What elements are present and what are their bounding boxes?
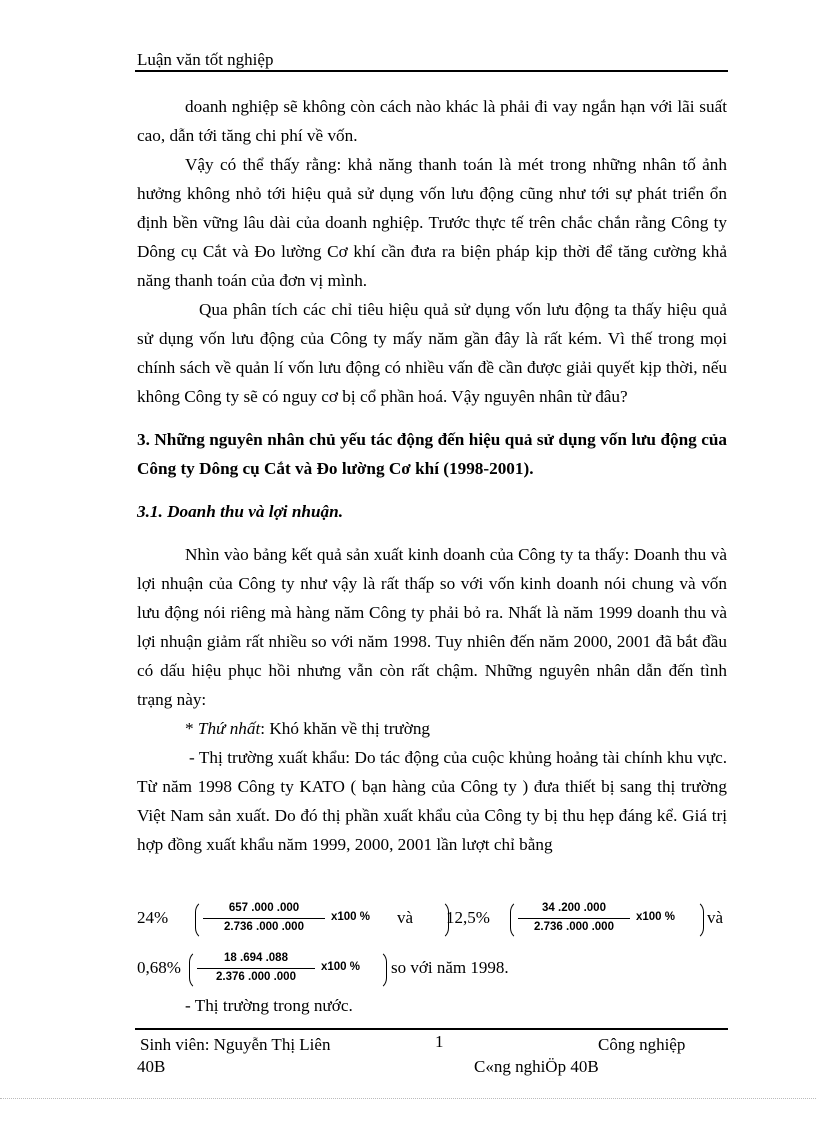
formula-1-numerator: 657 .000 .000 [228,902,300,914]
bullet-prefix: * [185,719,198,738]
formula-3-denominator: 2.376 .000 .000 [216,971,296,983]
formula-row-2 [137,952,737,996]
paragraph-4: Nhìn vào bảng kết quả sản xuất kinh doanh của Công ty ta thấy: Doanh thu và lợi nhuận của Công ty như vậy là rất thấp so với vốn kinh doanh nói chung và vốn lưu động nói riêng mà hàng năm Công ty phải bỏ ra. Nhất là năm 1999 doanh thu và lợi nhuận giảm rất nhiều so với năm 1998. Tuy nhiên đến năm 2000, 2001 đã bắt đầu có dấu hiệu phục hồi nhưng vẫn còn rất chậm. Những nguyên nhân dẫn đến tình trạng này: [137,545,727,709]
paragraph-5 [137,714,727,743]
formula-2-fraction [518,900,698,940]
formula-1-connector: và [397,908,414,927]
formula-1-percent: 24% [137,908,169,927]
formula-3-connector: so với năm 1998. [391,958,509,977]
formula-2-fraction-bar [518,918,630,919]
formula-2-numerator: 34 .200 .000 [542,902,606,914]
first-reason-text: : Khó khăn về thị trường [260,719,431,738]
formula-1-fraction-bar [203,918,325,919]
first-reason-label: Thứ nhất [197,719,261,738]
formula-2-connector: và [707,908,724,927]
formula-3-fraction [197,950,381,990]
paragraph-7: - Thị trường trong nước. [185,996,353,1015]
formula-3-fraction-bar [197,968,315,969]
header-title: Luận văn tốt nghiệp [137,50,274,69]
formula-1-multiplier: x100 % [331,911,371,923]
paragraph-3: Qua phân tích các chỉ tiêu hiệu quả sử dụng vốn lưu động ta thấy hiệu quả sử dụng vốn lưu động của Công ty mấy năm gần đây là rất kém. Vì thế trong mọi chính sách về quản lí vốn lưu động có nhiều vấn đề cần được giải quyết kịp thời, nếu không Công ty sẽ có nguy cơ bị cổ phần hoá. Vậy nguyên nhân từ đâu? [137,300,727,406]
footer-page-number: 1 [435,1032,444,1051]
footer-department: Công nghiệp [598,1035,686,1054]
formula-row-1 [137,902,737,946]
footer-department-garbled: C«ng nghiÖp 40B [474,1057,599,1076]
formula-2-percent: 12,5% [446,908,490,927]
formula-3-multiplier: x100 % [321,961,361,973]
paragraph-1: doanh nghiệp sẽ không còn cách nào khác là phải đi vay ngắn hạn với lãi suất cao, dẫn tới tăng chi phí về vốn. [137,97,727,145]
formula-3-percent: 0,68% [137,958,181,977]
paragraph-2: Vậy có thể thấy rằng: khả năng thanh toán là mét trong những nhân tố ảnh hưởng không nhỏ tới hiệu quả sử dụng vốn lưu động cũng như tới sự phát triển ổn định bền vững lâu dài của doanh nghiệp. Trước thực tế trên chắc chắn rằng Công ty Dông cụ Cắt và Đo lường Cơ khí cần đưa ra biện pháp kịp thời để tăng cường khả năng thanh toán của đơn vị mình. [137,155,727,290]
formula-2-denominator: 2.736 .000 .000 [534,921,614,933]
formula-1-denominator: 2.736 .000 .000 [224,921,304,933]
paragraph-6: - Thị trường xuất khẩu: Do tác động của cuộc khủng hoảng tài chính khu vực. Từ năm 1998 Công ty KATO ( bạn hàng của Công ty ) đưa thiết bị sang thị trường Việt Nam sản xuất. Do đó thị phần xuất khẩu của Công ty bị thu hẹp đáng kể. Giá trị hợp đồng xuất khẩu năm 1999, 2000, 2001 lần lượt chỉ bằng [137,748,727,854]
section-heading: 3. Những nguyên nhân chủ yếu tác động đến hiệu quả sử dụng vốn lưu động của Công ty Dông cụ Cắt và Đo lường Cơ khí (1998-2001). [137,430,727,478]
footer-student-class: 40B [137,1057,166,1076]
page-edge-dotted-line [0,1098,816,1099]
formula-2-multiplier: x100 % [636,911,676,923]
footer-student: Sinh viên: Nguyễn Thị Liên [140,1035,331,1054]
subsection-heading: 3.1. Doanh thu và lợi nhuận. [137,502,343,521]
formula-3-numerator: 18 .694 .088 [224,952,288,964]
header-rule [135,70,728,72]
footer-rule [135,1028,728,1030]
document-body [137,92,727,859]
